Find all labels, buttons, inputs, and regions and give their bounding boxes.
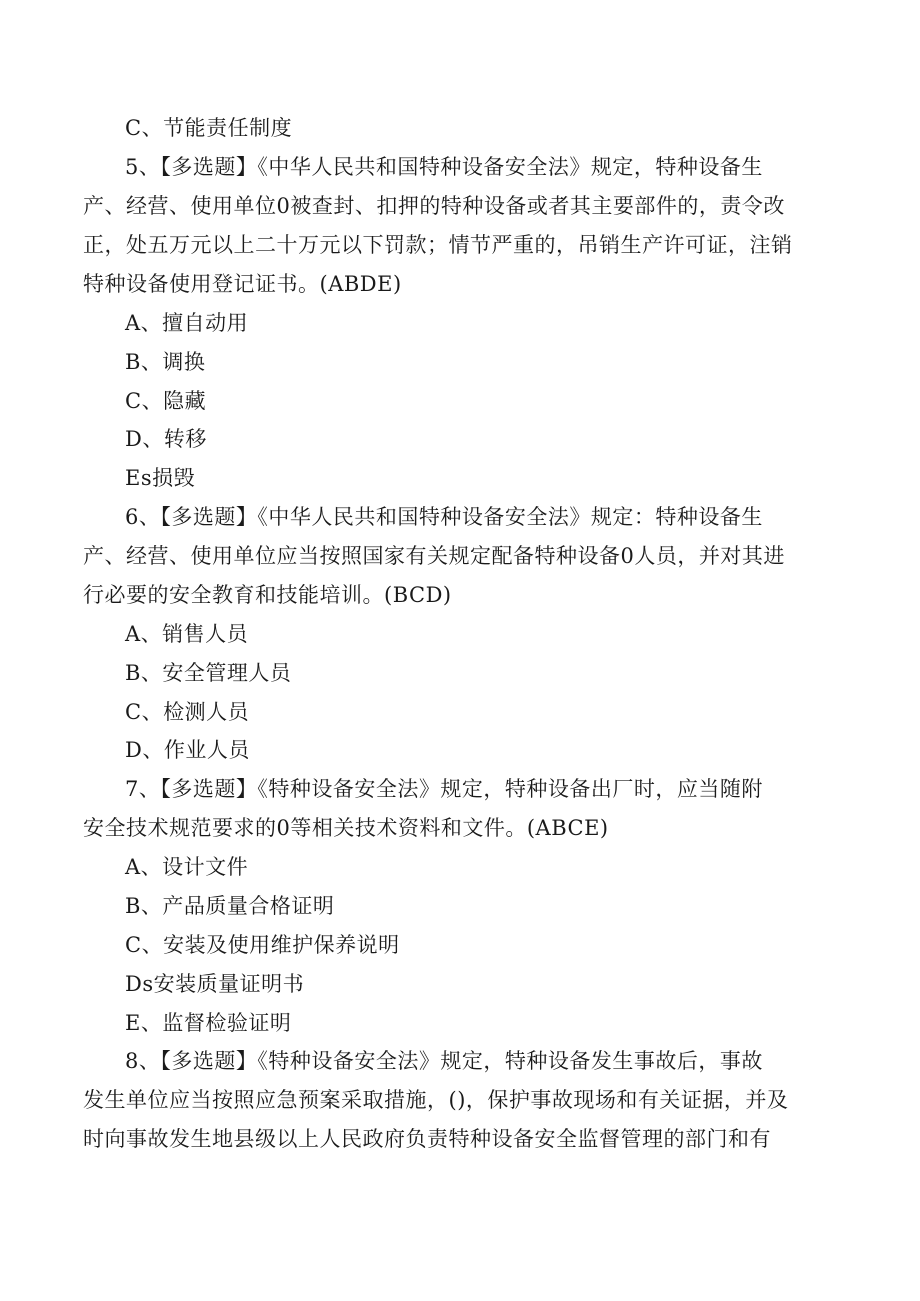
question-6-line: 产、经营、使用单位应当按照国家有关规定配备特种设备0人员，并对其进 bbox=[83, 544, 785, 568]
option-line: Es损毁 bbox=[125, 466, 196, 490]
option-line: A、设计文件 bbox=[125, 855, 249, 879]
question-8-line: 发生单位应当按照应急预案采取措施，()，保护事故现场和有关证据，并及 bbox=[83, 1088, 789, 1112]
option-line: C、安装及使用维护保养说明 bbox=[125, 933, 400, 957]
question-7-line: 7、【多选题】《特种设备安全法》规定，特种设备出厂时，应当随附 bbox=[125, 777, 763, 801]
option-line: A、擅自动用 bbox=[125, 311, 249, 335]
question-6-line: 6、【多选题】《中华人民共和国特种设备安全法》规定：特种设备生 bbox=[125, 505, 763, 529]
question-8-line: 时向事故发生地县级以上人民政府负责特种设备安全监督管理的部门和有 bbox=[83, 1127, 771, 1151]
option-line: C、节能责任制度 bbox=[125, 116, 293, 140]
question-8-line: 8、【多选题】《特种设备安全法》规定，特种设备发生事故后，事故 bbox=[125, 1049, 763, 1073]
question-7-line: 安全技术规范要求的0等相关技术资料和文件。(ABCE) bbox=[83, 816, 609, 840]
option-line: B、调换 bbox=[125, 350, 206, 374]
option-line: D、作业人员 bbox=[125, 738, 250, 762]
question-6-line: 行必要的安全教育和技能培训。(BCD) bbox=[83, 583, 452, 607]
option-line: B、产品质量合格证明 bbox=[125, 894, 335, 918]
option-line: A、销售人员 bbox=[125, 622, 249, 646]
option-line: Ds安装质量证明书 bbox=[125, 972, 305, 996]
option-line: C、隐藏 bbox=[125, 389, 207, 413]
option-line: E、监督检验证明 bbox=[125, 1011, 292, 1035]
question-5-line: 5、【多选题】《中华人民共和国特种设备安全法》规定，特种设备生 bbox=[125, 155, 763, 179]
question-5-line: 正，处五万元以上二十万元以下罚款；情节严重的，吊销生产许可证，注销 bbox=[83, 233, 793, 257]
option-line: D、转移 bbox=[125, 427, 207, 451]
question-5-line: 产、经营、使用单位0被查封、扣押的特种设备或者其主要部件的，责令改 bbox=[83, 194, 785, 218]
option-line: B、安全管理人员 bbox=[125, 661, 292, 685]
option-line: C、检测人员 bbox=[125, 700, 250, 724]
question-5-line: 特种设备使用登记证书。(ABDE) bbox=[83, 272, 402, 296]
